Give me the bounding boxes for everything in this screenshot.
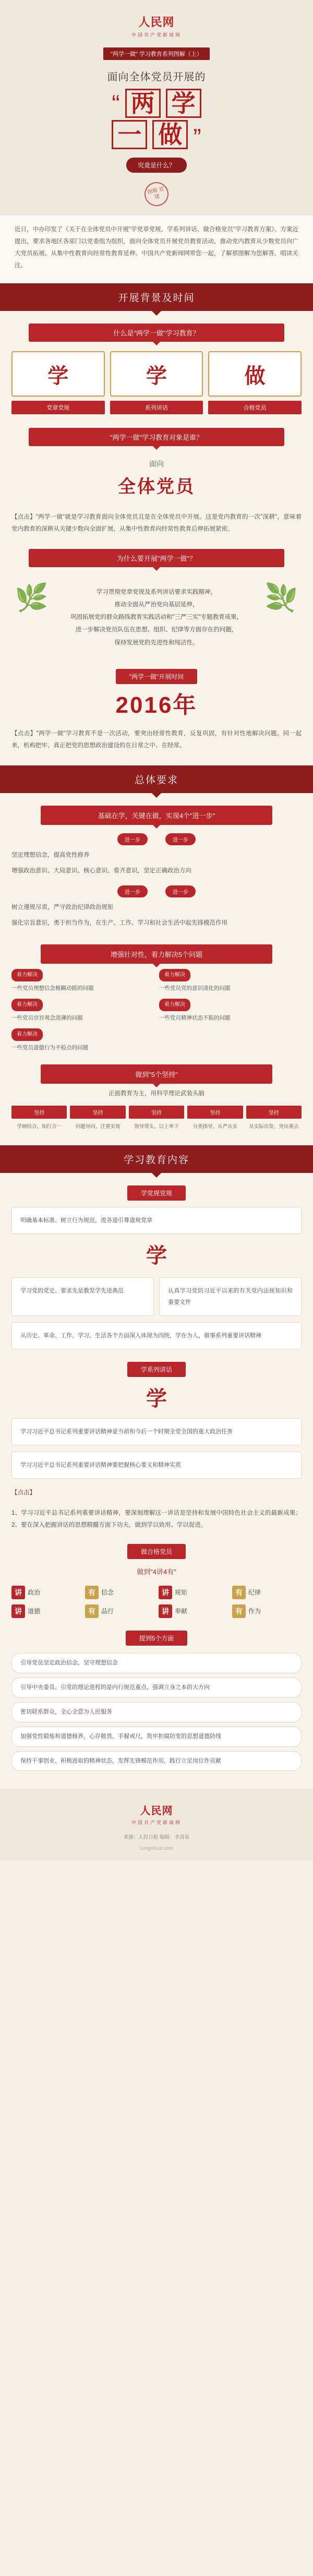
study-speeches-card-2: 学习习近平总书记系列重要讲话精神要把握核心要义和精神实质: [11, 1452, 302, 1479]
jiang-row-1: [11, 1586, 302, 1599]
why-line-1: 学习贯彻党章党规及系列讲话要求实践精神，: [97, 589, 216, 595]
pill-what-is: 什么是"两学一做"学习教育？: [29, 324, 284, 342]
req1-tag-2: 进一步: [165, 833, 196, 845]
big-char-study-1: 学: [146, 1244, 167, 1267]
study-rules-card-3: 从历史、革命、工作、学习、生活各个方面深入体现为四统，学在为人，做事系列重要讲话精神: [11, 1322, 302, 1349]
jiang-text-6: 品行: [101, 1608, 114, 1615]
jiang-item-4: [232, 1586, 302, 1599]
pill-study-speeches: 学系列讲话: [127, 1362, 186, 1377]
jiang-text-8: 作为: [248, 1608, 261, 1615]
pill-qualified-member: 做合格党员: [127, 1544, 186, 1559]
jiang-badge-2: 有: [85, 1586, 99, 1599]
req2-grid: [11, 969, 302, 1053]
plan-item-1: 引导党员坚定政治信念，坚守理想信念: [11, 1653, 302, 1673]
char-label-2: 系列讲话: [110, 401, 203, 414]
char-card-3: [208, 351, 302, 414]
quote-open-icon: “: [112, 90, 120, 117]
pill-time: "两学一做"开展时间: [116, 669, 198, 684]
hero-char-zuo: 做: [152, 120, 188, 149]
plan-item-4: 加强党性锻炼和道德修养，心存敬畏、手握戒尺，筑牢拒腐防变的思想道德防线: [11, 1727, 302, 1747]
char-box-1: 学: [11, 351, 105, 397]
jiang-badge-7: 讲: [159, 1604, 172, 1618]
study-rules-card-right: 认真学习党的习近平以来的有关党内法规知识和重要文件: [159, 1277, 302, 1316]
footer-meta: 来源：人民日报 编辑：李清泉: [123, 1835, 190, 1841]
req2-tag-3: 着力解决: [11, 999, 43, 1011]
jiang-item-3: [159, 1586, 228, 1599]
pill-study-rules-wrap: [11, 1185, 302, 1201]
section-content-body: [0, 1173, 313, 1789]
req1-item-4: 强化宗旨意识，勇于担当作为，在生产、工作、学习和社会生活中起先锋模范作用: [11, 919, 227, 926]
target-audience-prefix: 面向: [149, 460, 164, 468]
jiang-badge-5: 讲: [11, 1604, 25, 1618]
req1-tag-3: 进一步: [117, 885, 148, 897]
req3-text-5: 从实际出发、突出重点: [249, 1124, 299, 1130]
jiang-text-7: 奉献: [175, 1608, 188, 1615]
req3-text-2: 问题导向、注重实效: [75, 1124, 121, 1130]
footer-watermark: LongmiList.com: [140, 1846, 173, 1851]
pill-study-speeches-wrap: [11, 1362, 302, 1377]
char-box-2: 学: [110, 351, 203, 397]
hero-char-xue: 学: [166, 89, 201, 118]
jiang-item-8: [232, 1604, 302, 1618]
char-box-3: 做: [208, 351, 302, 397]
page-title: 面向全体党员开展的: [107, 71, 206, 83]
req2-tag-4: 着力解决: [159, 999, 190, 1011]
pill-why: 为什么要开展"两学一做"？: [29, 549, 284, 567]
study-rules-two-col: [11, 1271, 302, 1316]
req3-chip-4: 坚持: [187, 1106, 243, 1119]
stamp-badge: 图解 党建: [142, 180, 171, 209]
target-audience-value: 全体党员: [118, 477, 195, 497]
quote-close-icon: ”: [193, 124, 201, 151]
jiang-text-4: 纪律: [248, 1589, 261, 1597]
jiang-row-2: [11, 1604, 302, 1618]
section-requirements-body: [0, 793, 313, 1145]
five-plans-list: [11, 1653, 302, 1771]
study-rules-card-1: 明确基本标准、树立行为规范，进各道引尊道规党章: [11, 1207, 302, 1234]
jiang-item-2: [85, 1586, 154, 1599]
req1-tag-row-2: [11, 885, 302, 897]
req2-text-5: 一些党员道德行为不检点的问题: [11, 1045, 88, 1051]
char-card-2: [110, 351, 203, 414]
pill-target-audience: "两学一做"学习教育对象是谁？: [29, 428, 284, 446]
why-lines: [27, 586, 286, 649]
req-head-3: 做到"5个坚持": [41, 1064, 273, 1084]
char-label-1: 党章党规: [11, 401, 105, 414]
req2-tag-2: 着力解决: [159, 969, 190, 981]
jiang-text-2: 信念: [101, 1589, 114, 1597]
footer-logo-main: 人民网: [140, 1805, 173, 1817]
pill-qualified-member-wrap: [11, 1544, 302, 1559]
req-head-1: 基础在学，关键在做，实现4个"进一步": [41, 806, 273, 825]
logo-main-text: 人民网: [138, 16, 175, 29]
jiang-item-5: [11, 1604, 81, 1618]
qualified-member-subtitle: 做到"4讲4有": [137, 1567, 176, 1576]
study-speeches-paragraph: 1、学习习近平总书记系列重要讲话精神，要深刻理解这一讲话是坚持和发展中国特色社会主义的最新成果；2、要在深入把握讲话的思想精髓方面下功夫，做到学以致用、学以促进。: [11, 1509, 302, 1528]
req3-text-3: 领导带头、以上率下: [134, 1124, 179, 1130]
logo-sub-text: 中国共产党新闻网: [131, 32, 182, 38]
ask-button[interactable]: 究竟是什么？: [126, 158, 187, 173]
plan-item-3: 密切联系群众，全心全意为人民服务: [11, 1702, 302, 1722]
footer-logo-sub: 中国共产党新闻网: [131, 1820, 182, 1826]
req2-cell-2: [159, 969, 302, 993]
section-banner-content: 学习教育内容: [0, 1145, 313, 1173]
pill-five-plans-wrap: [11, 1631, 302, 1646]
jiang-badge-1: 讲: [11, 1586, 25, 1599]
year-value: 2016年: [115, 692, 198, 718]
target-audience-block: [11, 456, 302, 503]
char-card-1: [11, 351, 105, 414]
section-background-body: [0, 311, 313, 765]
why-line-3: 巩固拓展党的群众路线教育实践活动和"三严三实"专题教育成果，: [70, 614, 243, 621]
jiang-item-7: [159, 1604, 228, 1618]
req3-text-1: 学顾结合、知行合一: [17, 1124, 62, 1130]
pill-time-wrap: [11, 669, 302, 684]
req2-text-3: 一些党员宗旨观念淡薄的问题: [11, 1015, 83, 1022]
three-char-cards: [11, 351, 302, 414]
req3-text-4: 分类指导、从严从实: [192, 1124, 238, 1130]
jiang-you-grid: [11, 1586, 302, 1618]
page-footer: [0, 1789, 313, 1860]
req2-cell-3: [11, 999, 154, 1023]
req3-note: 正面教育为主，用科学理论武装头脑: [109, 1091, 204, 1097]
why-block: [11, 577, 302, 658]
req1-item-2: 增强政治意识、大局意识、核心意识、看齐意识，坚定正确政治方向: [11, 868, 191, 874]
big-char-study-2: 学: [146, 1387, 167, 1410]
hero-char-row-1: [0, 89, 313, 118]
laurel-right-icon: 🌿: [264, 583, 298, 613]
req3-chip-row: [11, 1106, 302, 1119]
req2-text-2: 一些党员党的意识淡化的问题: [159, 985, 231, 992]
req3-chip-3: 坚持: [129, 1106, 184, 1119]
req2-tag-5: 着力解决: [11, 1028, 43, 1041]
section-banner-requirements: 总体要求: [0, 765, 313, 793]
req1-item-3: 树立遵规尽责，严守政治纪律政治规矩: [11, 904, 114, 910]
plan-item-5: 保持干事创业、积极进取的精神状态，发挥先锋模范作用，践行立足岗位作贡献: [11, 1751, 302, 1771]
hero-char-yi: 一: [112, 120, 147, 149]
jiang-item-6: [85, 1604, 154, 1618]
study-speeches-card-1: 学习习近平总书记系列重要讲话精神是当前和今后一个时期全党全国的重大政治任务: [11, 1418, 302, 1445]
page-header: [0, 0, 313, 215]
req-head-2: 增强针对性，着力解决5个问题: [41, 944, 273, 964]
why-line-4: 进一步解决党员队伍在思想、组织、纪律等方面存在的问题，: [75, 627, 238, 633]
req2-cell-5: [11, 1028, 154, 1053]
jiang-badge-6: 有: [85, 1604, 99, 1618]
header-logo: [0, 14, 313, 38]
req2-cell-4: [159, 999, 302, 1023]
why-line-2: 推动全面从严治党向基层延伸，: [114, 602, 199, 608]
jiang-text-5: 道德: [28, 1608, 41, 1615]
jiang-badge-4: 有: [232, 1586, 246, 1599]
year-paragraph: 【点击】"两学一做"学习教育不是一次活动，要突出经常性教育，反复巩固，有针对性地解决问题。同一起来，机构把牢、真正把党的思想政治建设的在日常之中、在经常。: [11, 730, 302, 749]
target-audience-paragraph: 【点击】"两学一做"就是学习教育面向全体党员且是在全体党员中开展。这是党内教育的一次"深耕"，意味着党内教育的深耕从关键少数向全面扩展，从集中性教育向经常性教育后伸拓展紧密。: [11, 514, 302, 532]
plan-item-2: 引导中央委员、引党的理论进程的是内行规范重点，强调立身之本的大方向: [11, 1678, 302, 1698]
header-kicker: "两学一做" 学习教育系列图解（上）: [103, 47, 210, 60]
hero-char-row-2: [0, 120, 313, 149]
jiang-item-1: [11, 1586, 81, 1599]
hero-char-liang: 两: [125, 89, 161, 118]
section-banner-background: 开展背景及时间: [0, 283, 313, 311]
laurel-left-icon: 🌿: [15, 583, 49, 613]
jiang-text-3: 规矩: [175, 1589, 188, 1597]
jiang-badge-3: 讲: [159, 1586, 172, 1599]
req2-tag-1: 着力解决: [11, 969, 43, 981]
study-speeches-note: 【点击】: [11, 1489, 35, 1496]
req3-text-row: [11, 1123, 302, 1131]
jiang-badge-8: 有: [232, 1604, 246, 1618]
req3-chip-2: 坚持: [70, 1106, 125, 1119]
req2-text-1: 一些党员理想信念模糊动摇的问题: [11, 985, 94, 992]
char-label-3: 合格党员: [208, 401, 302, 414]
req2-cell-1: [11, 969, 154, 993]
req1-item-1: 坚定理想信念，提高党性修养: [11, 852, 90, 858]
req2-text-4: 一些党员精神状态不振的问题: [159, 1015, 231, 1022]
req1-tag-4: 进一步: [165, 885, 196, 897]
study-rules-card-left: 学习党的党史、要求先是教发学先进典范: [11, 1277, 154, 1316]
why-line-5: 保持发展党的先进性和纯洁性。: [114, 639, 199, 646]
jiang-text-1: 政治: [28, 1589, 41, 1597]
req3-chip-1: 坚持: [11, 1106, 67, 1119]
req1-tag-row: [11, 833, 302, 845]
req3-chip-5: 坚持: [246, 1106, 302, 1119]
req1-tag-1: 进一步: [117, 833, 148, 845]
intro-paragraph: 近日，中办印发了《关于在全体党员中开展"学党章党规、学系列讲话、做合格党员"学习教育方案》。方案近提出，要求各地区各部门以党委组为组织，面向全体党员开展党员教育活动，推动党内教育从少数党员向广大党员拓展、从集中性教育向经常性教育延伸。中国共产党新闻网带您一起，了解那图解为您解答，唱读关注。: [0, 215, 313, 283]
pill-five-plans: 提到5个方面: [126, 1631, 188, 1646]
pill-study-rules: 学党规党规: [127, 1185, 186, 1201]
